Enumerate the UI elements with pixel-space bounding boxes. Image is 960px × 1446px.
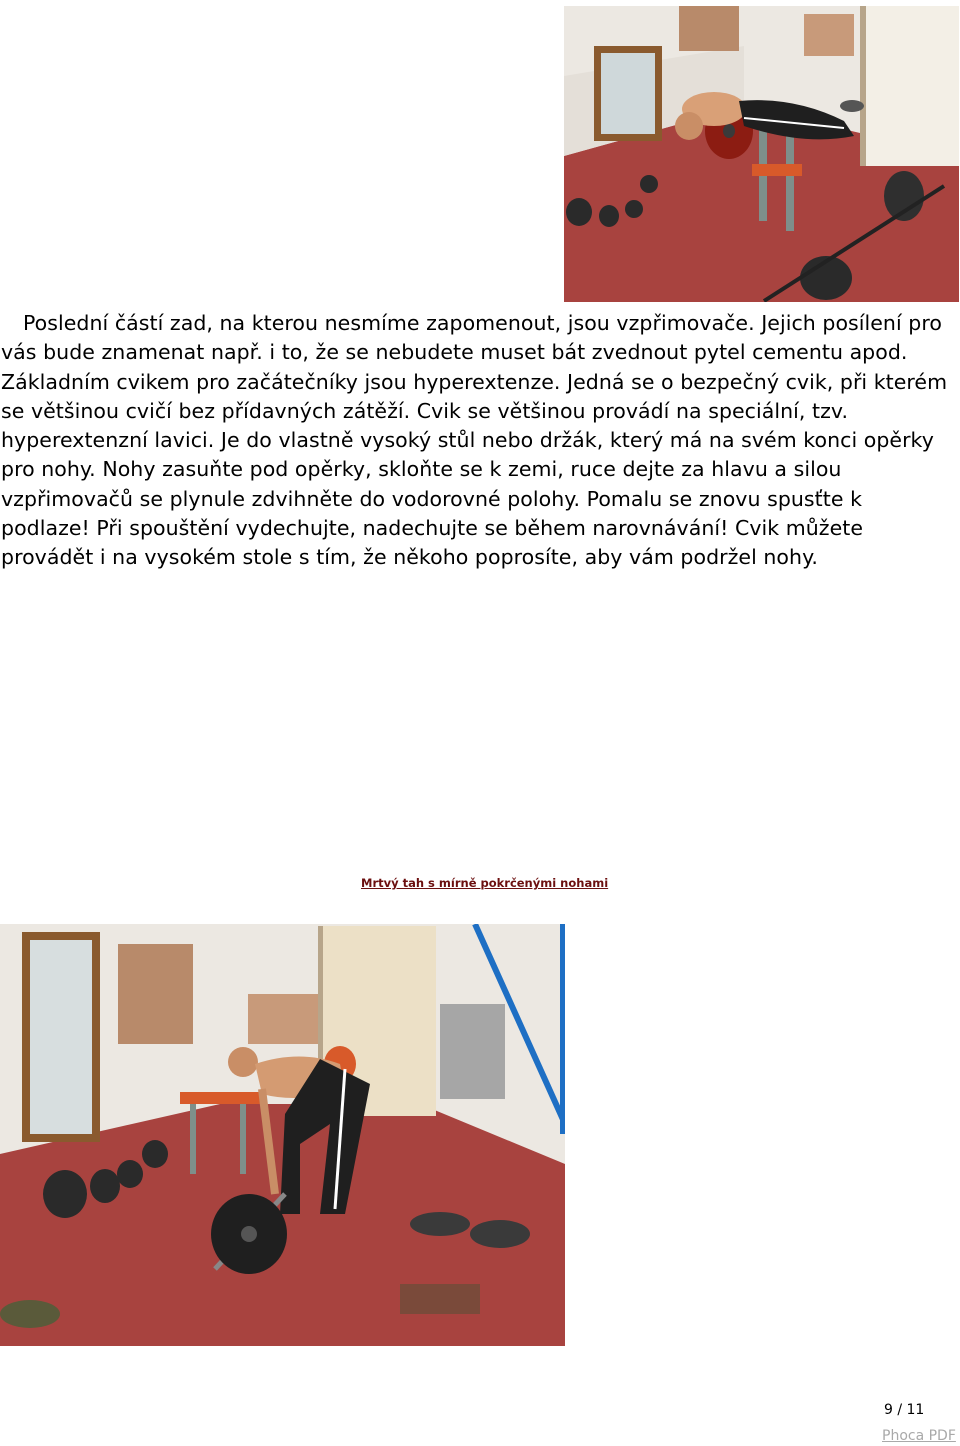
body-paragraph: Poslední částí zad, na kterou nesmíme zapomenout, jsou vzpřimovače. Jejich posílení pro vás bude znamenat např. i to, že se nebudete muset bát zvednout pytel cementu apod. Základním cvikem pro začátečníky jsou hyperextenze. Jedná se o bezpečný cvik, při kterém se většinou cvičí bez přídavných zátěží. Cvik se většinou provádí na speciální, tzv. hyperextenzní lavici. Je do vlastně vysoký stůl nebo držák, který má na svém konci opěrky pro nohy. Nohy zasuňte pod opěrky, skloňte se k zemi, ruce dejte za hlavu a silou vzpřimovačů se plynule zdvihněte do vodorovné polohy. Pomalu se znovu spusťte k podlaze! Při spouštění vydechujte, nadechujte se během narovnávání! Cvik můžete provádět i na vysokém stole s tím, že někoho poprosíte, aby vám podržel nohy. bbox=[1, 311, 948, 570]
page-number: 9 / 11 bbox=[884, 1402, 925, 1418]
deadlift-illustration bbox=[0, 924, 565, 1346]
phoca-pdf-link[interactable]: Phoca PDF bbox=[882, 1428, 956, 1444]
section-heading-link[interactable]: Mrtvý tah s mírně pokrčenými nohami bbox=[361, 876, 609, 890]
hyperextension-photo bbox=[564, 6, 959, 302]
deadlift-photo bbox=[0, 924, 565, 1346]
hyperextension-illustration bbox=[564, 6, 959, 302]
